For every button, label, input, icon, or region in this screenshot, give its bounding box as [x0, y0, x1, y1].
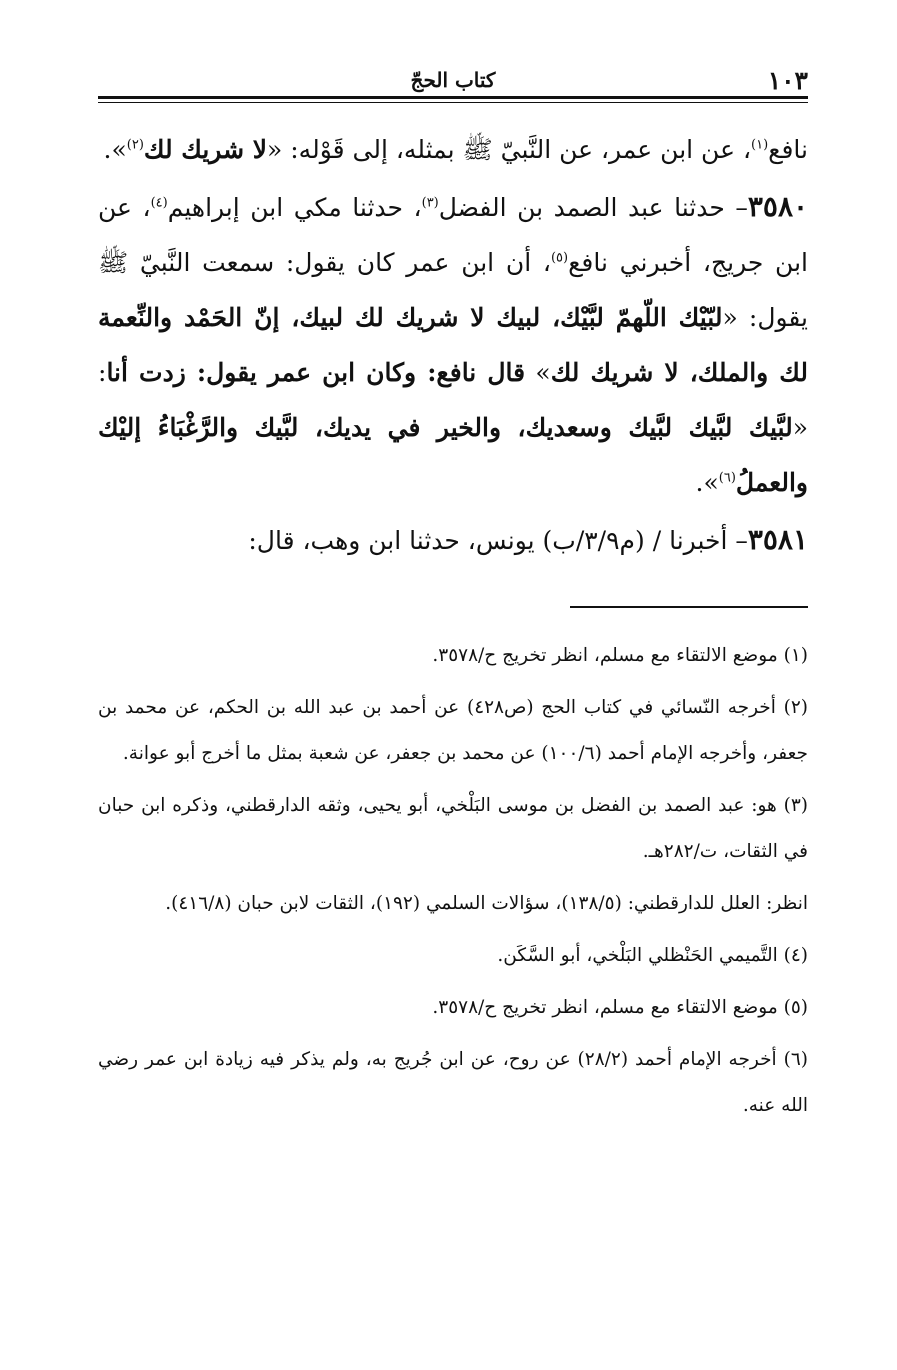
footnote-ref: (١) — [751, 137, 769, 153]
footnote-3-sources: انظر: العلل للدارقطني: (١٣٨/٥)، سؤالات السلمي (١٩٢)، الثقات لابن حبان (٤١٦/٨). — [165, 893, 808, 914]
text-run: – أخبرنا / (م٣/٩/ب) يونس، حدثنا ابن وهب، قال: — [248, 526, 748, 555]
text-run: : « — [98, 358, 808, 442]
text-run: ، أن ابن عمر كان يقول: سمعت النَّبيّ ﷺ يقول: « — [98, 248, 808, 332]
main-text — [98, 122, 808, 570]
footnote-4: (٤) التَّميمي الحَنْظلي البَلْخي، أبو السَّكَن. — [497, 945, 808, 966]
footnote-5: (٥) موضع الالتقاء مع مسلم، انظر تخريج ح/٣٥٧٨. — [432, 997, 808, 1018]
header-rule-thick — [98, 96, 808, 99]
hadith-3580 — [98, 179, 808, 510]
hadith-number: ٣٥٨٠ — [747, 190, 809, 223]
running-title: كتاب الحجّ — [410, 68, 496, 92]
hadith-number: ٣٥٨١ — [747, 523, 808, 556]
page-number: ١٠٣ — [767, 66, 808, 95]
bold-quote: لا شريك لك — [143, 135, 268, 164]
footnote-1: (١) موضع الالتقاء مع مسلم، انظر تخريج ح/٣٥٧٨. — [432, 645, 808, 666]
footnote-6: (٦) أخرجه الإمام أحمد (٢٨/٢) عن روح، عن ابن جُريج به، ولم يذكر فيه زيادة ابن عمر رضي الله عنه. — [98, 1049, 808, 1116]
text-run: ». — [103, 135, 127, 164]
text-run: ، حدثنا مكي ابن إبراهيم — [167, 193, 422, 222]
text-run: ». — [695, 468, 719, 497]
hadith-3581 — [98, 512, 808, 568]
text-run: نافع — [768, 135, 808, 164]
bold-quote: لبَّيك لبَّيك لبَّيك وسعديك، والخير في يديك، لبَّيك والرَّغْبَاءُ إليْك والعملُ — [98, 413, 808, 497]
footnote-ref: (٣) — [421, 195, 439, 211]
text-run: ، عن ابن عمر، عن النَّبيّ ﷺ بمثله، إلى قَوْله: « — [267, 135, 752, 164]
footnotes — [98, 633, 808, 1135]
footnote-ref: (٤) — [150, 195, 168, 211]
footnote-separator — [570, 606, 808, 608]
bold-narration: قال نافع: وكان ابن عمر يقول: زدت أنا — [106, 358, 526, 387]
footnote-3: (٣) هو: عبد الصمد بن الفضل بن موسى البَلْخي، أبو يحيى، وثقه الدارقطني، وذكره ابن حبان في الثقات، ت/٢٨٢هـ. — [98, 795, 808, 862]
footnote-2: (٢) أخرجه النّسائي في كتاب الحج (ص٤٢٨) عن أحمد بن عبد الله بن الحكم، عن محمد بن جعفر، وأخرجه الإمام أحمد (١٠٠/٦) عن محمد بن جعفر، عن شعبة بمثل ما أخرج أبو عوانة. — [98, 697, 808, 764]
text-run: ، عن ابن جريج، أخبرني نافع — [98, 193, 808, 277]
header-rule-thin — [98, 102, 808, 103]
footnote-ref: (٢) — [126, 137, 144, 153]
footnote-ref: (٥) — [550, 250, 569, 266]
text-run: – حدثنا عبد الصمد بن الفضل — [438, 193, 748, 222]
bold-quote: لبّيْك اللّهمّ لبَّيْك، لبيك لا شريك لك لبيك، إنّ الحَمْد والنِّعمة لك والملك، لا شريك لك — [98, 303, 808, 387]
intro-paragraph — [98, 122, 808, 177]
page-header — [98, 66, 808, 100]
footnote-ref: (٦) — [718, 470, 736, 486]
text-run: » — [525, 358, 551, 387]
